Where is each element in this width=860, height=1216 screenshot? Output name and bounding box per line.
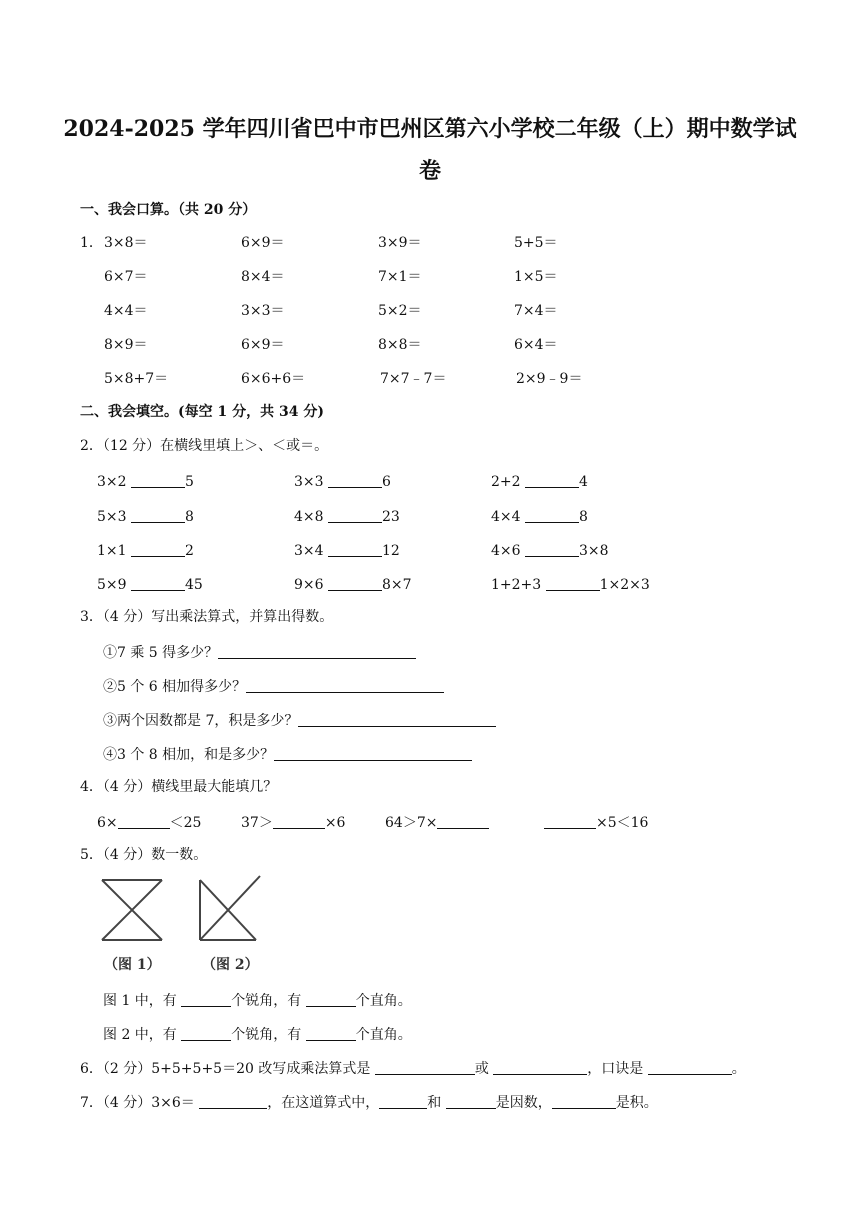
compare-right: 12	[382, 543, 400, 559]
calc-item: 3×9＝	[378, 235, 422, 251]
compare-right: 23	[382, 509, 400, 525]
q7-text: 是因数，	[495, 1095, 552, 1111]
calc-item: 2×9﹣9＝	[516, 371, 583, 387]
calc-item: 8×9＝	[104, 337, 148, 353]
q3-item-text: ①7 乘 5 得多少？	[103, 645, 219, 661]
calc-item: 5×8+7＝	[104, 371, 169, 387]
q5-text: 个直角。	[355, 1027, 412, 1043]
q5-text: 个锐角，有	[231, 993, 302, 1009]
compare-item	[491, 542, 609, 558]
answer-blank[interactable]	[131, 473, 185, 488]
compare-left: 3×3	[294, 474, 324, 490]
calc-item: 5×2＝	[378, 303, 422, 319]
q4-prefix: 37＞	[241, 815, 273, 831]
q5-line1	[103, 992, 412, 1008]
q4-item	[97, 814, 201, 830]
answer-blank[interactable]	[648, 1060, 732, 1075]
answer-blank[interactable]	[306, 992, 356, 1007]
q4-prefix: 64＞7×	[385, 815, 438, 831]
answer-blank[interactable]	[328, 576, 382, 591]
compare-right: 8×7	[382, 577, 412, 593]
q7-text: 是积。	[615, 1095, 658, 1111]
q3-item	[103, 678, 444, 694]
q4-item	[385, 814, 489, 830]
compare-item	[491, 576, 650, 592]
answer-blank[interactable]	[544, 814, 596, 829]
calc-item: 5+5＝	[514, 235, 558, 251]
compare-right: 6	[382, 474, 391, 490]
calc-item: 3×3＝	[241, 303, 285, 319]
compare-right: 8	[579, 509, 588, 525]
answer-blank[interactable]	[131, 576, 185, 591]
answer-blank[interactable]	[199, 1094, 267, 1109]
q4-suffix: ×6	[324, 815, 346, 831]
answer-blank[interactable]	[298, 712, 496, 727]
answer-blank[interactable]	[375, 1060, 475, 1075]
answer-blank[interactable]	[131, 542, 185, 557]
answer-blank[interactable]	[379, 1094, 427, 1109]
answer-blank[interactable]	[246, 678, 444, 693]
calc-item: 6×4＝	[514, 337, 558, 353]
figure-1-angles	[98, 876, 168, 946]
q5-line2	[103, 1026, 412, 1042]
q6-text: 或	[474, 1061, 489, 1077]
compare-left: 3×4	[294, 543, 324, 559]
q6-text: ，口诀是	[587, 1061, 644, 1077]
calc-item: 4×4＝	[104, 303, 148, 319]
calc-item: 8×8＝	[378, 337, 422, 353]
q7-text: ，在这道算式中，	[267, 1095, 380, 1111]
calc-item: 8×4＝	[241, 269, 285, 285]
compare-item	[294, 508, 400, 524]
compare-item	[491, 508, 588, 524]
compare-left: 9×6	[294, 577, 324, 593]
q4-suffix: ＜25	[169, 815, 202, 831]
compare-item	[97, 473, 194, 489]
compare-item	[294, 542, 400, 558]
answer-blank[interactable]	[437, 814, 489, 829]
q3-item-text: ③两个因数都是 7，积是多少？	[103, 713, 299, 729]
compare-left: 5×3	[97, 509, 127, 525]
figure-2-angles	[194, 874, 264, 946]
answer-blank[interactable]	[446, 1094, 496, 1109]
figure-1-caption: （图 1）	[104, 957, 161, 973]
answer-blank[interactable]	[181, 1026, 231, 1041]
section1-heading: 一、我会口算。（共 20 分）	[80, 202, 257, 218]
q5-text: 个直角。	[355, 993, 412, 1009]
answer-blank[interactable]	[218, 644, 416, 659]
calc-item: 3×8＝	[104, 235, 148, 251]
q4-suffix: ×5＜16	[596, 815, 649, 831]
q3-item	[103, 712, 496, 728]
answer-blank[interactable]	[525, 473, 579, 488]
compare-item	[97, 542, 194, 558]
compare-left: 5×9	[97, 577, 127, 593]
compare-item	[97, 576, 203, 592]
q2-label: 2．（12 分）在横线里填上＞、＜或＝。	[80, 438, 329, 454]
compare-left: 1+2+3	[491, 577, 542, 593]
compare-right: 1×2×3	[599, 577, 650, 593]
q6-text: 。	[731, 1061, 746, 1077]
exam-title-line1: 2024-2025 学年四川省巴中市巴州区第六小学校二年级（上）期中数学试	[63, 116, 797, 142]
compare-left: 4×4	[491, 509, 521, 525]
q3-label: 3．（4 分）写出乘法算式，并算出得数。	[80, 609, 334, 625]
q5-label: 5．（4 分）数一数。	[80, 847, 208, 863]
answer-blank[interactable]	[546, 576, 600, 591]
answer-blank[interactable]	[328, 542, 382, 557]
compare-right: 45	[185, 577, 203, 593]
compare-item	[294, 473, 391, 489]
q4-prefix: 6×	[97, 815, 118, 831]
calc-item: 6×7＝	[104, 269, 148, 285]
q4-item	[544, 814, 648, 830]
answer-blank[interactable]	[131, 508, 185, 523]
compare-item	[97, 508, 194, 524]
answer-blank[interactable]	[525, 508, 579, 523]
compare-left: 1×1	[97, 543, 127, 559]
section2-heading: 二、我会填空。(每空 1 分，共 34 分)	[80, 404, 324, 420]
q3-item-text: ②5 个 6 相加得多少？	[103, 679, 247, 695]
calc-item: 1×5＝	[514, 269, 558, 285]
answer-blank[interactable]	[181, 992, 231, 1007]
answer-blank[interactable]	[493, 1060, 587, 1075]
compare-right: 3×8	[579, 543, 609, 559]
answer-blank[interactable]	[273, 814, 325, 829]
q7-text: 和	[427, 1095, 442, 1111]
calc-item: 6×9＝	[241, 235, 285, 251]
q1-number: 1．	[80, 235, 103, 251]
answer-blank[interactable]	[306, 1026, 356, 1041]
calc-item: 6×6+6＝	[241, 371, 306, 387]
compare-item	[491, 473, 588, 489]
exam-title-line2: 卷	[418, 158, 441, 184]
answer-blank[interactable]	[328, 473, 382, 488]
compare-left: 2+2	[491, 474, 521, 490]
calc-item: 6×9＝	[241, 337, 285, 353]
compare-right: 2	[185, 543, 194, 559]
compare-item	[294, 576, 412, 592]
q5-text: 图 1 中，有	[103, 993, 177, 1009]
q7-line	[80, 1094, 658, 1110]
q7-text: 7．（4 分）3×6＝	[80, 1095, 195, 1111]
answer-blank[interactable]	[118, 814, 170, 829]
compare-right: 4	[579, 474, 588, 490]
q5-text: 图 2 中，有	[103, 1027, 177, 1043]
q6-text: 6．（2 分）5+5+5+5＝20 改写成乘法算式是	[80, 1061, 371, 1077]
compare-left: 4×6	[491, 543, 521, 559]
figure-2-caption: （图 2）	[202, 957, 259, 973]
calc-item: 7×1＝	[378, 269, 422, 285]
compare-left: 4×8	[294, 509, 324, 525]
q5-text: 个锐角，有	[231, 1027, 302, 1043]
q3-item-text: ④3 个 8 相加，和是多少？	[103, 747, 275, 763]
q4-item	[241, 814, 345, 830]
compare-right: 8	[185, 509, 194, 525]
q3-item	[103, 644, 416, 660]
answer-blank[interactable]	[274, 746, 472, 761]
compare-right: 5	[185, 474, 194, 490]
calc-item: 7×4＝	[514, 303, 558, 319]
q3-item	[103, 746, 472, 762]
calc-item: 7×7﹣7＝	[380, 371, 447, 387]
q4-label: 4．（4 分）横线里最大能填几？	[80, 779, 278, 795]
answer-blank[interactable]	[525, 542, 579, 557]
compare-left: 3×2	[97, 474, 127, 490]
answer-blank[interactable]	[552, 1094, 616, 1109]
answer-blank[interactable]	[328, 508, 382, 523]
q6-line	[80, 1060, 746, 1076]
